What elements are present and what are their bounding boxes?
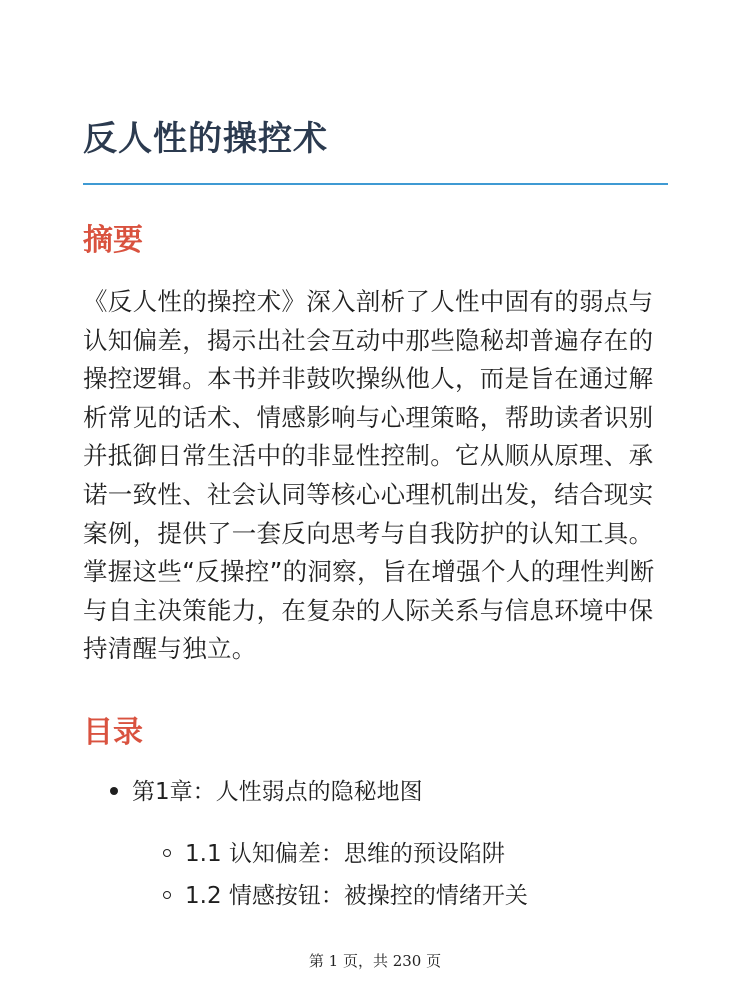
toc-chapter-label: 第1章：人性弱点的隐秘地图 (132, 779, 423, 805)
bullet-circle-icon (163, 849, 171, 857)
abstract-paragraph: 《反人性的操控术》深入剖析了人性中固有的弱点与认知偏差，揭示出社会互动中那些隐秘却普遍存在的操控逻辑。本书并非鼓吹操纵他人，而是旨在通过解析常见的话术、情感影响与心理策略，帮助读者识别并抵御日常生活中的非显性控制。它从顺从原理、承诺一致性、社会认同等核心心理机制出发，结合现实案例，提供了一套反向思考与自我防护的认知工具。掌握这些“反操控”的洞察，旨在增强个人的理性判断与自主决策能力，在复杂的人际关系与信息环境中保持清醒与独立。 (83, 287, 655, 664)
abstract-heading: 摘要 (83, 223, 143, 258)
page-title: 反人性的操控术 (83, 119, 328, 159)
toc-section-1-2[interactable] (163, 876, 528, 916)
toc-heading: 目录 (83, 715, 143, 750)
bullet-circle-icon (163, 891, 171, 899)
toc-chapter-1[interactable] (110, 772, 423, 812)
page-number-footer: 第 1 页，共 230 页 (308, 952, 442, 970)
title-divider (83, 183, 668, 185)
toc-section-1-1[interactable] (163, 834, 505, 874)
toc-section-label: 1.2 情感按钮：被操控的情绪开关 (185, 883, 528, 909)
bullet-disc-icon (110, 787, 118, 795)
toc-section-label: 1.1 认知偏差：思维的预设陷阱 (185, 841, 505, 867)
